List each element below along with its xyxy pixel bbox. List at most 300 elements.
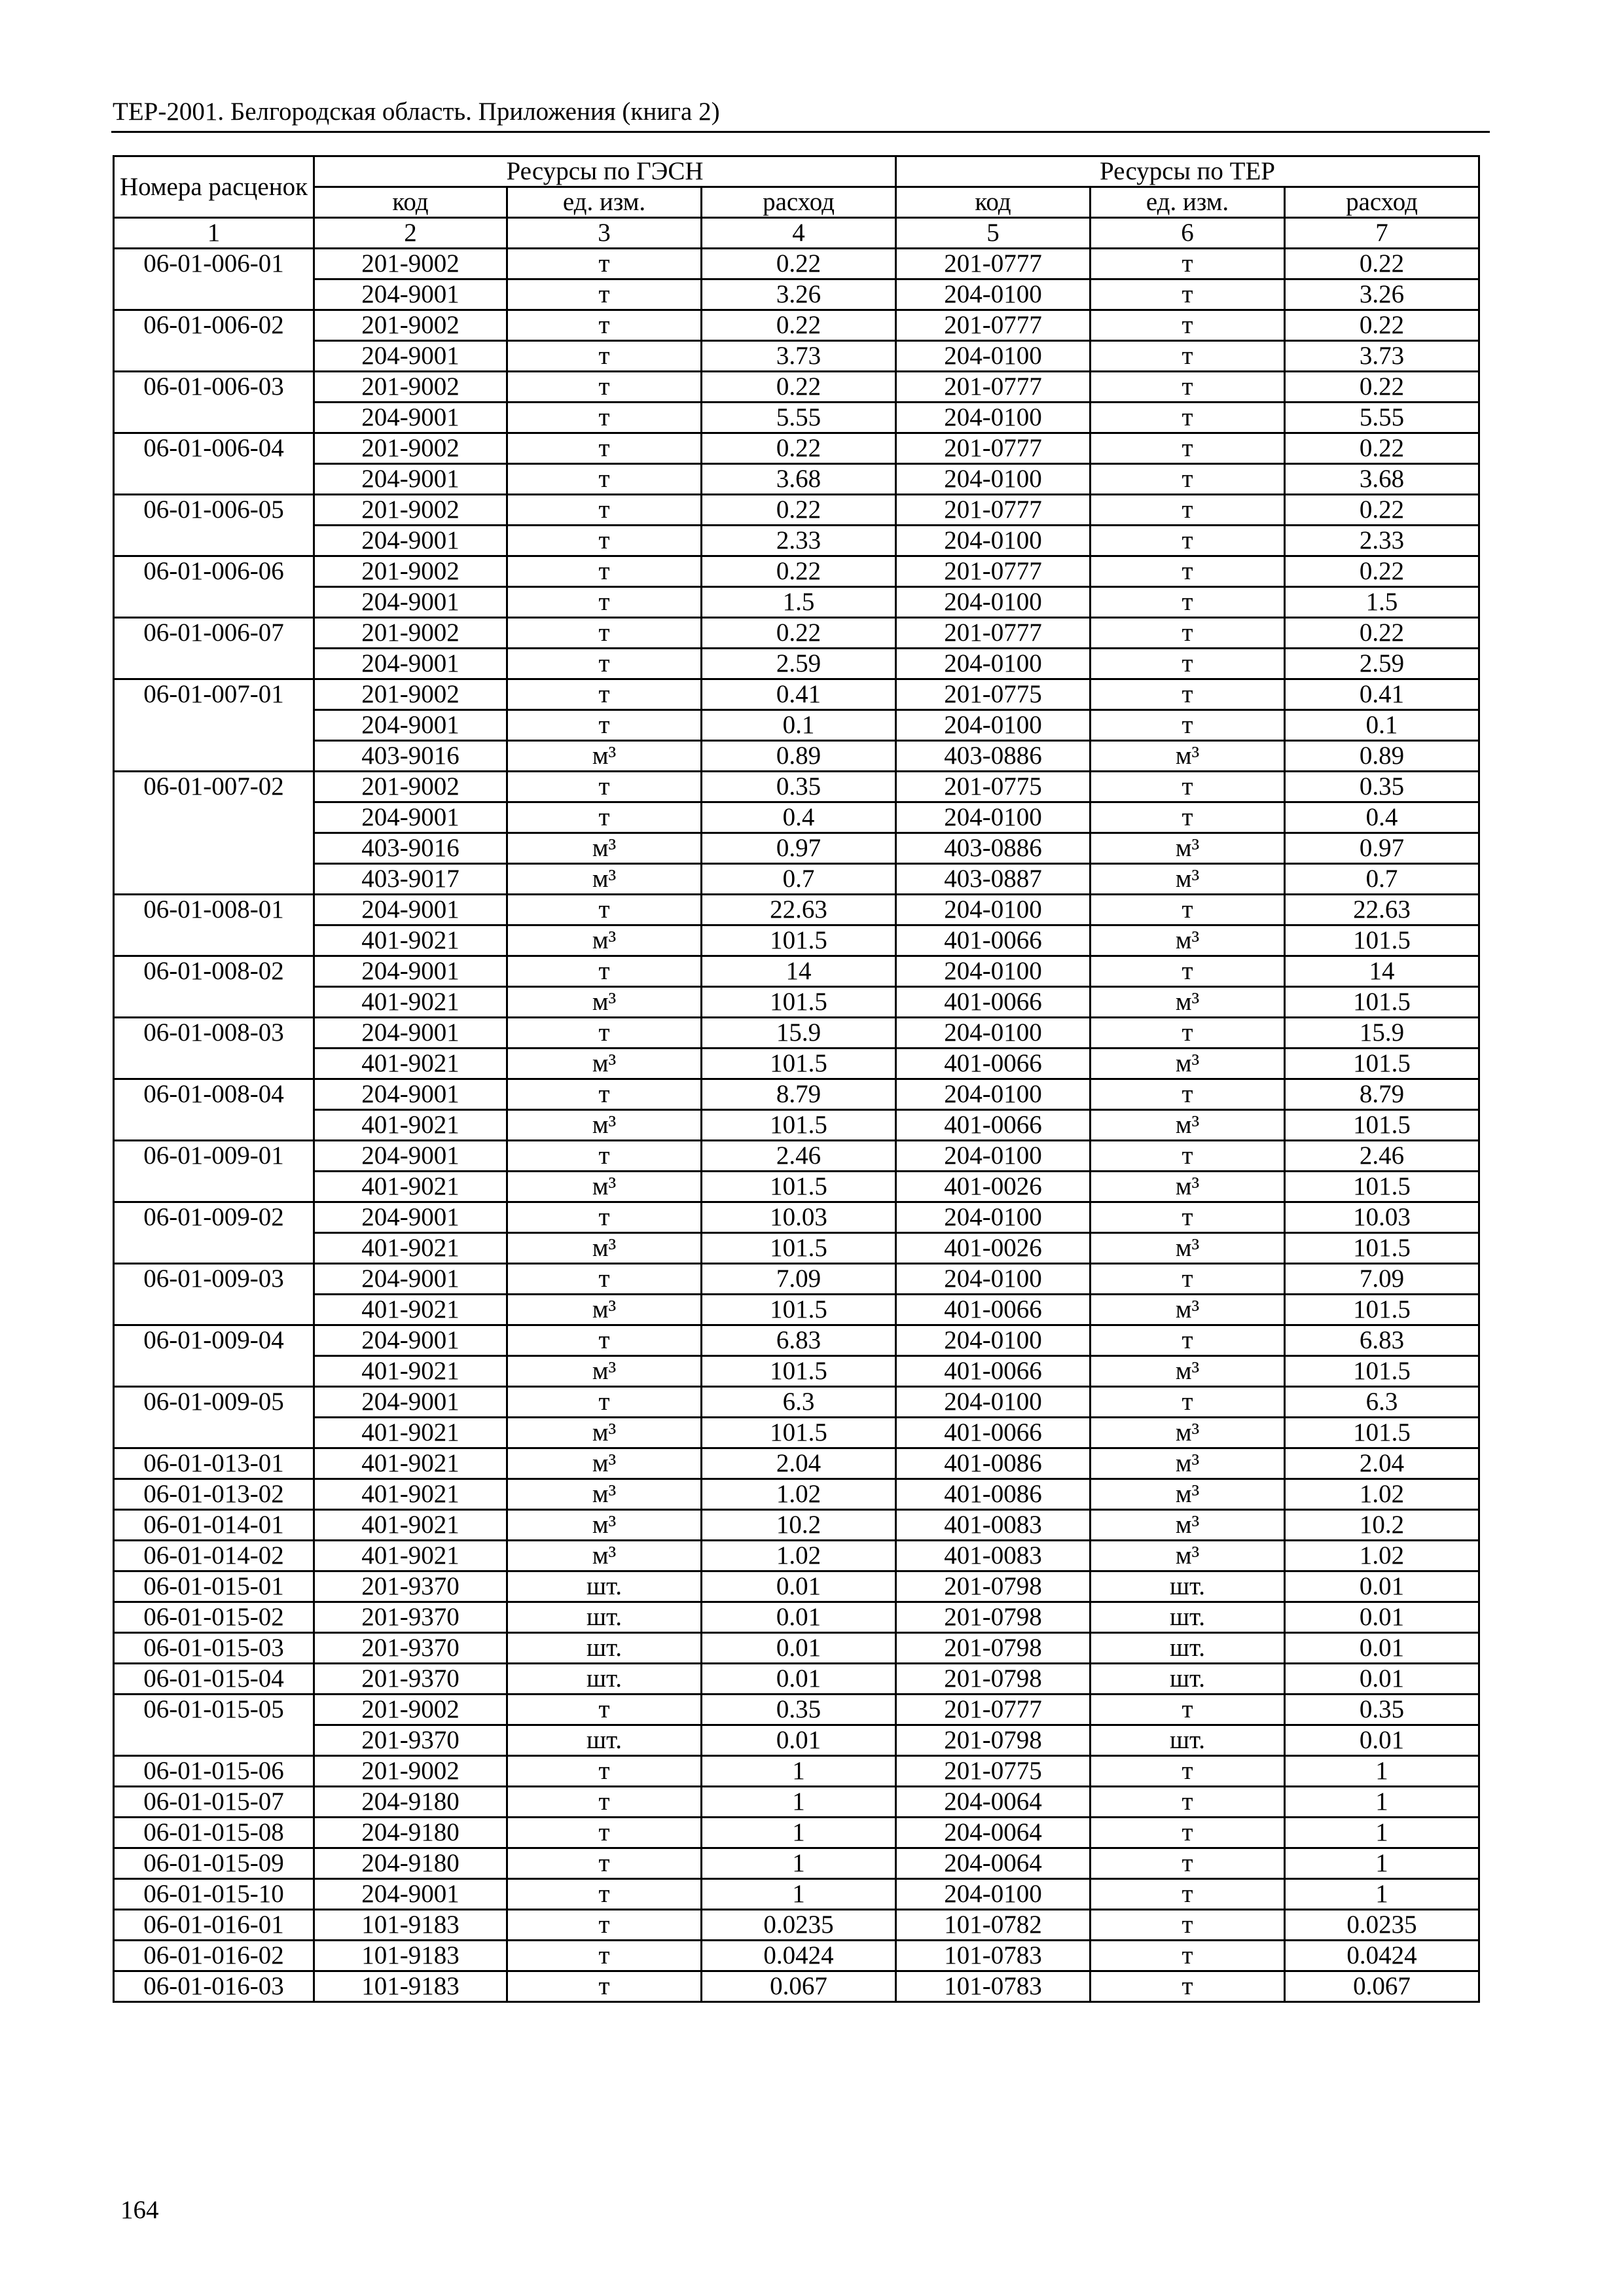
gesn-code-cell: 201-9002 xyxy=(314,772,507,802)
gesn-unit-cell: т xyxy=(507,556,702,587)
table-row xyxy=(114,1172,1479,1202)
ter-unit-cell: т xyxy=(1091,526,1285,556)
gesn-unit-cell: м³ xyxy=(507,1541,702,1571)
ter-unit-cell: м³ xyxy=(1091,1541,1285,1571)
ter-unit-cell: м³ xyxy=(1091,1510,1285,1541)
ter-consumption-cell: 1.02 xyxy=(1285,1541,1479,1571)
ter-code-cell: 201-0775 xyxy=(896,1756,1091,1787)
rate-number-cell: 06-01-006-07 xyxy=(114,618,314,679)
rate-number-cell: 06-01-007-01 xyxy=(114,679,314,772)
ter-unit-cell: т xyxy=(1091,1202,1285,1233)
gesn-consumption-cell: 0.01 xyxy=(702,1664,896,1695)
table-row xyxy=(114,802,1479,833)
table-row xyxy=(114,895,1479,925)
ter-unit-cell: шт. xyxy=(1091,1602,1285,1633)
gesn-unit-cell: т xyxy=(507,310,702,341)
gesn-code-cell: 204-9001 xyxy=(314,1879,507,1910)
col-number: 5 xyxy=(896,218,1091,249)
gesn-code-cell: 401-9021 xyxy=(314,987,507,1018)
rate-number-cell: 06-01-006-04 xyxy=(114,433,314,495)
gesn-consumption-cell: 0.22 xyxy=(702,372,896,403)
gesn-unit-cell: т xyxy=(507,802,702,833)
gesn-consumption-cell: 101.5 xyxy=(702,1295,896,1325)
ter-code-cell: 204-0100 xyxy=(896,1018,1091,1049)
table-row xyxy=(114,1510,1479,1541)
ter-unit-cell: м³ xyxy=(1091,987,1285,1018)
gesn-unit-cell: т xyxy=(507,587,702,618)
gesn-unit-cell: т xyxy=(507,1818,702,1848)
gesn-consumption-cell: 8.79 xyxy=(702,1079,896,1110)
gesn-consumption-cell: 7.09 xyxy=(702,1264,896,1295)
ter-code-cell: 204-0100 xyxy=(896,649,1091,679)
gesn-code-cell: 401-9021 xyxy=(314,1510,507,1541)
gesn-unit-cell: т xyxy=(507,495,702,526)
gesn-code-cell: 403-9017 xyxy=(314,864,507,895)
gesn-consumption-cell: 101.5 xyxy=(702,925,896,956)
ter-consumption-cell: 0.4 xyxy=(1285,802,1479,833)
gesn-code-cell: 201-9002 xyxy=(314,679,507,710)
ter-code-cell: 204-0100 xyxy=(896,464,1091,495)
table-row xyxy=(114,1725,1479,1756)
col-number: 4 xyxy=(702,218,896,249)
rate-number-cell: 06-01-016-01 xyxy=(114,1910,314,1941)
gesn-consumption-cell: 1 xyxy=(702,1787,896,1818)
ter-unit-cell: м³ xyxy=(1091,1356,1285,1387)
rate-number-cell: 06-01-009-02 xyxy=(114,1202,314,1264)
gesn-consumption-cell: 6.83 xyxy=(702,1325,896,1356)
ter-code-cell: 403-0887 xyxy=(896,864,1091,895)
gesn-code-cell: 401-9021 xyxy=(314,1448,507,1479)
ter-unit-cell: м³ xyxy=(1091,1110,1285,1141)
ter-unit-cell: м³ xyxy=(1091,741,1285,772)
gesn-unit-cell: м³ xyxy=(507,1479,702,1510)
ter-code-cell: 401-0086 xyxy=(896,1448,1091,1479)
ter-unit-cell: шт. xyxy=(1091,1633,1285,1664)
ter-code-cell: 401-0066 xyxy=(896,987,1091,1018)
ter-code-cell: 401-0026 xyxy=(896,1172,1091,1202)
gesn-code-cell: 204-9001 xyxy=(314,895,507,925)
ter-unit-cell: т xyxy=(1091,1848,1285,1879)
table-row xyxy=(114,249,1479,279)
table-row xyxy=(114,710,1479,741)
ter-code-cell: 201-0777 xyxy=(896,249,1091,279)
ter-consumption-cell: 1 xyxy=(1285,1756,1479,1787)
ter-consumption-cell: 0.01 xyxy=(1285,1602,1479,1633)
gesn-consumption-cell: 5.55 xyxy=(702,403,896,433)
ter-consumption-cell: 0.01 xyxy=(1285,1664,1479,1695)
ter-code-cell: 101-0783 xyxy=(896,1941,1091,1971)
table-row xyxy=(114,1664,1479,1695)
table-row xyxy=(114,1233,1479,1264)
rate-number-cell: 06-01-008-03 xyxy=(114,1018,314,1079)
gesn-unit-cell: т xyxy=(507,279,702,310)
ter-consumption-cell: 0.0424 xyxy=(1285,1941,1479,1971)
gesn-unit-cell: т xyxy=(507,1264,702,1295)
gesn-unit-cell: шт. xyxy=(507,1664,702,1695)
ter-unit-cell: м³ xyxy=(1091,1448,1285,1479)
gesn-consumption-cell: 101.5 xyxy=(702,1172,896,1202)
gesn-code-cell: 101-9183 xyxy=(314,1910,507,1941)
gesn-code-cell: 204-9001 xyxy=(314,1325,507,1356)
gesn-unit-cell: т xyxy=(507,433,702,464)
ter-consumption-cell: 2.33 xyxy=(1285,526,1479,556)
ter-consumption-cell: 5.55 xyxy=(1285,403,1479,433)
ter-unit-cell: шт. xyxy=(1091,1664,1285,1695)
gesn-consumption-cell: 101.5 xyxy=(702,1356,896,1387)
rate-number-cell: 06-01-016-02 xyxy=(114,1941,314,1971)
ter-code-cell: 204-0100 xyxy=(896,956,1091,987)
table-row xyxy=(114,833,1479,864)
ter-code-cell: 204-0100 xyxy=(896,279,1091,310)
rate-number-cell: 06-01-015-03 xyxy=(114,1633,314,1664)
ter-unit-cell: т xyxy=(1091,1818,1285,1848)
gesn-code-cell: 204-9001 xyxy=(314,710,507,741)
header-row-sub xyxy=(114,187,1479,218)
rate-number-cell: 06-01-006-05 xyxy=(114,495,314,556)
ter-unit-cell: м³ xyxy=(1091,1233,1285,1264)
ter-code-cell: 204-0100 xyxy=(896,1325,1091,1356)
gesn-consumption-cell: 0.01 xyxy=(702,1602,896,1633)
gesn-consumption-cell: 0.01 xyxy=(702,1725,896,1756)
rate-number-cell: 06-01-008-02 xyxy=(114,956,314,1018)
gesn-consumption-cell: 15.9 xyxy=(702,1018,896,1049)
ter-consumption-cell: 22.63 xyxy=(1285,895,1479,925)
header-ter-consumption: расход xyxy=(1285,187,1479,218)
page-header-title: ТЕР-2001. Белгородская область. Приложения (книга 2) xyxy=(113,98,720,126)
table-row xyxy=(114,1818,1479,1848)
ter-consumption-cell: 0.35 xyxy=(1285,1695,1479,1725)
ter-consumption-cell: 14 xyxy=(1285,956,1479,987)
ter-consumption-cell: 0.01 xyxy=(1285,1633,1479,1664)
gesn-unit-cell: т xyxy=(507,710,702,741)
gesn-code-cell: 201-9002 xyxy=(314,310,507,341)
ter-unit-cell: т xyxy=(1091,279,1285,310)
ter-unit-cell: м³ xyxy=(1091,1172,1285,1202)
ter-code-cell: 201-0777 xyxy=(896,556,1091,587)
col-number: 7 xyxy=(1285,218,1479,249)
rate-number-cell: 06-01-016-03 xyxy=(114,1971,314,2002)
gesn-unit-cell: т xyxy=(507,1971,702,2002)
gesn-consumption-cell: 0.067 xyxy=(702,1971,896,2002)
gesn-consumption-cell: 1 xyxy=(702,1818,896,1848)
gesn-code-cell: 204-9001 xyxy=(314,802,507,833)
gesn-code-cell: 401-9021 xyxy=(314,1479,507,1510)
ter-consumption-cell: 101.5 xyxy=(1285,987,1479,1018)
ter-code-cell: 204-0100 xyxy=(896,895,1091,925)
ter-unit-cell: т xyxy=(1091,587,1285,618)
gesn-code-cell: 201-9370 xyxy=(314,1633,507,1664)
ter-code-cell: 401-0083 xyxy=(896,1510,1091,1541)
rate-number-cell: 06-01-015-04 xyxy=(114,1664,314,1695)
gesn-unit-cell: т xyxy=(507,679,702,710)
ter-unit-cell: т xyxy=(1091,1971,1285,2002)
gesn-code-cell: 401-9021 xyxy=(314,1295,507,1325)
gesn-unit-cell: м³ xyxy=(507,833,702,864)
table-row xyxy=(114,1079,1479,1110)
header-group-ter: Ресурсы по ТЕР xyxy=(896,156,1479,187)
gesn-unit-cell: т xyxy=(507,1695,702,1725)
ter-consumption-cell: 0.41 xyxy=(1285,679,1479,710)
rate-number-cell: 06-01-014-01 xyxy=(114,1510,314,1541)
rate-number-cell: 06-01-009-03 xyxy=(114,1264,314,1325)
gesn-consumption-cell: 0.22 xyxy=(702,556,896,587)
ter-consumption-cell: 3.73 xyxy=(1285,341,1479,372)
header-gesn-consumption: расход xyxy=(702,187,896,218)
gesn-code-cell: 201-9002 xyxy=(314,433,507,464)
ter-consumption-cell: 6.3 xyxy=(1285,1387,1479,1418)
ter-consumption-cell: 101.5 xyxy=(1285,1295,1479,1325)
ter-consumption-cell: 2.46 xyxy=(1285,1141,1479,1172)
ter-unit-cell: т xyxy=(1091,310,1285,341)
ter-unit-cell: шт. xyxy=(1091,1571,1285,1602)
gesn-code-cell: 204-9001 xyxy=(314,403,507,433)
gesn-consumption-cell: 1.5 xyxy=(702,587,896,618)
ter-code-cell: 101-0782 xyxy=(896,1910,1091,1941)
gesn-code-cell: 204-9001 xyxy=(314,1079,507,1110)
rate-number-cell: 06-01-015-07 xyxy=(114,1787,314,1818)
ter-unit-cell: т xyxy=(1091,433,1285,464)
table-row xyxy=(114,1202,1479,1233)
ter-code-cell: 401-0083 xyxy=(896,1541,1091,1571)
rate-number-cell: 06-01-015-10 xyxy=(114,1879,314,1910)
gesn-unit-cell: т xyxy=(507,1018,702,1049)
ter-code-cell: 403-0886 xyxy=(896,741,1091,772)
gesn-code-cell: 403-9016 xyxy=(314,833,507,864)
gesn-unit-cell: м³ xyxy=(507,1110,702,1141)
gesn-consumption-cell: 0.35 xyxy=(702,1695,896,1725)
table-row xyxy=(114,1910,1479,1941)
ter-unit-cell: т xyxy=(1091,464,1285,495)
table-row xyxy=(114,1295,1479,1325)
table-row xyxy=(114,679,1479,710)
gesn-code-cell: 201-9002 xyxy=(314,495,507,526)
ter-unit-cell: т xyxy=(1091,1264,1285,1295)
gesn-consumption-cell: 6.3 xyxy=(702,1387,896,1418)
gesn-code-cell: 403-9016 xyxy=(314,741,507,772)
ter-consumption-cell: 0.1 xyxy=(1285,710,1479,741)
gesn-unit-cell: м³ xyxy=(507,1295,702,1325)
ter-code-cell: 101-0783 xyxy=(896,1971,1091,2002)
rate-number-cell: 06-01-007-02 xyxy=(114,772,314,895)
gesn-unit-cell: т xyxy=(507,1879,702,1910)
gesn-consumption-cell: 101.5 xyxy=(702,1418,896,1448)
gesn-unit-cell: шт. xyxy=(507,1571,702,1602)
ter-consumption-cell: 8.79 xyxy=(1285,1079,1479,1110)
ter-unit-cell: т xyxy=(1091,1325,1285,1356)
ter-unit-cell: т xyxy=(1091,649,1285,679)
table-row xyxy=(114,1879,1479,1910)
table-row xyxy=(114,1448,1479,1479)
ter-unit-cell: т xyxy=(1091,1756,1285,1787)
gesn-code-cell: 401-9021 xyxy=(314,925,507,956)
ter-unit-cell: т xyxy=(1091,1387,1285,1418)
table-row xyxy=(114,1633,1479,1664)
gesn-consumption-cell: 2.59 xyxy=(702,649,896,679)
gesn-consumption-cell: 0.89 xyxy=(702,741,896,772)
gesn-consumption-cell: 0.97 xyxy=(702,833,896,864)
ter-unit-cell: т xyxy=(1091,1079,1285,1110)
table-row xyxy=(114,1264,1479,1295)
gesn-code-cell: 101-9183 xyxy=(314,1971,507,2002)
ter-unit-cell: т xyxy=(1091,1879,1285,1910)
gesn-consumption-cell: 2.33 xyxy=(702,526,896,556)
gesn-consumption-cell: 3.26 xyxy=(702,279,896,310)
ter-unit-cell: т xyxy=(1091,618,1285,649)
ter-code-cell: 201-0798 xyxy=(896,1602,1091,1633)
ter-code-cell: 204-0100 xyxy=(896,710,1091,741)
table-row xyxy=(114,1941,1479,1971)
ter-consumption-cell: 6.83 xyxy=(1285,1325,1479,1356)
ter-code-cell: 401-0066 xyxy=(896,1418,1091,1448)
gesn-code-cell: 204-9001 xyxy=(314,341,507,372)
table-row xyxy=(114,1756,1479,1787)
ter-consumption-cell: 101.5 xyxy=(1285,1356,1479,1387)
ter-code-cell: 204-0100 xyxy=(896,1387,1091,1418)
gesn-code-cell: 401-9021 xyxy=(314,1172,507,1202)
table-row xyxy=(114,495,1479,526)
gesn-unit-cell: м³ xyxy=(507,1448,702,1479)
gesn-unit-cell: т xyxy=(507,772,702,802)
rate-number-cell: 06-01-006-06 xyxy=(114,556,314,618)
gesn-unit-cell: шт. xyxy=(507,1602,702,1633)
gesn-code-cell: 401-9021 xyxy=(314,1541,507,1571)
gesn-consumption-cell: 0.22 xyxy=(702,433,896,464)
ter-unit-cell: т xyxy=(1091,341,1285,372)
gesn-code-cell: 401-9021 xyxy=(314,1049,507,1079)
gesn-consumption-cell: 0.0424 xyxy=(702,1941,896,1971)
ter-unit-cell: т xyxy=(1091,802,1285,833)
ter-consumption-cell: 0.35 xyxy=(1285,772,1479,802)
gesn-unit-cell: т xyxy=(507,1848,702,1879)
ter-unit-cell: т xyxy=(1091,1141,1285,1172)
ter-code-cell: 401-0066 xyxy=(896,1049,1091,1079)
ter-unit-cell: т xyxy=(1091,403,1285,433)
ter-code-cell: 204-0100 xyxy=(896,1202,1091,1233)
gesn-consumption-cell: 0.1 xyxy=(702,710,896,741)
table-row xyxy=(114,464,1479,495)
gesn-code-cell: 204-9001 xyxy=(314,587,507,618)
gesn-consumption-cell: 101.5 xyxy=(702,1110,896,1141)
header-gesn-code: код xyxy=(314,187,507,218)
ter-consumption-cell: 10.2 xyxy=(1285,1510,1479,1541)
rate-number-cell: 06-01-015-08 xyxy=(114,1818,314,1848)
ter-consumption-cell: 1 xyxy=(1285,1818,1479,1848)
ter-code-cell: 201-0777 xyxy=(896,433,1091,464)
ter-code-cell: 204-0100 xyxy=(896,341,1091,372)
ter-code-cell: 204-0100 xyxy=(896,1141,1091,1172)
gesn-code-cell: 204-9001 xyxy=(314,649,507,679)
table-row xyxy=(114,772,1479,802)
gesn-consumption-cell: 22.63 xyxy=(702,895,896,925)
gesn-consumption-cell: 1.02 xyxy=(702,1479,896,1510)
gesn-unit-cell: м³ xyxy=(507,925,702,956)
table-row xyxy=(114,1602,1479,1633)
ter-consumption-cell: 15.9 xyxy=(1285,1018,1479,1049)
table-row xyxy=(114,864,1479,895)
table-row xyxy=(114,1695,1479,1725)
table-row xyxy=(114,925,1479,956)
table-row xyxy=(114,587,1479,618)
gesn-code-cell: 201-9002 xyxy=(314,1695,507,1725)
ter-code-cell: 204-0100 xyxy=(896,1879,1091,1910)
ter-consumption-cell: 0.067 xyxy=(1285,1971,1479,2002)
gesn-unit-cell: т xyxy=(507,403,702,433)
ter-consumption-cell: 2.04 xyxy=(1285,1448,1479,1479)
ter-code-cell: 401-0066 xyxy=(896,1356,1091,1387)
table-row xyxy=(114,556,1479,587)
gesn-unit-cell: т xyxy=(507,1787,702,1818)
ter-consumption-cell: 101.5 xyxy=(1285,1110,1479,1141)
table-row xyxy=(114,1325,1479,1356)
ter-code-cell: 201-0777 xyxy=(896,1695,1091,1725)
header-rate-numbers: Номера расценок xyxy=(114,156,314,218)
gesn-unit-cell: т xyxy=(507,1910,702,1941)
table-row xyxy=(114,1049,1479,1079)
gesn-code-cell: 201-9002 xyxy=(314,372,507,403)
ter-code-cell: 401-0026 xyxy=(896,1233,1091,1264)
ter-unit-cell: т xyxy=(1091,372,1285,403)
header-row-col-numbers xyxy=(114,218,1479,249)
ter-unit-cell: т xyxy=(1091,1787,1285,1818)
rate-number-cell: 06-01-015-01 xyxy=(114,1571,314,1602)
rate-number-cell: 06-01-015-06 xyxy=(114,1756,314,1787)
gesn-unit-cell: м³ xyxy=(507,987,702,1018)
ter-unit-cell: м³ xyxy=(1091,1479,1285,1510)
gesn-code-cell: 401-9021 xyxy=(314,1356,507,1387)
ter-unit-cell: т xyxy=(1091,772,1285,802)
ter-unit-cell: т xyxy=(1091,249,1285,279)
table-row xyxy=(114,741,1479,772)
gesn-code-cell: 204-9001 xyxy=(314,464,507,495)
rate-number-cell: 06-01-006-03 xyxy=(114,372,314,433)
gesn-unit-cell: м³ xyxy=(507,1049,702,1079)
table-row xyxy=(114,1971,1479,2002)
gesn-consumption-cell: 0.0235 xyxy=(702,1910,896,1941)
rate-number-cell: 06-01-015-02 xyxy=(114,1602,314,1633)
ter-code-cell: 204-0100 xyxy=(896,802,1091,833)
ter-unit-cell: м³ xyxy=(1091,1049,1285,1079)
gesn-code-cell: 201-9002 xyxy=(314,249,507,279)
gesn-consumption-cell: 1.02 xyxy=(702,1541,896,1571)
ter-unit-cell: т xyxy=(1091,1941,1285,1971)
gesn-unit-cell: т xyxy=(507,1756,702,1787)
gesn-code-cell: 204-9180 xyxy=(314,1787,507,1818)
gesn-consumption-cell: 0.22 xyxy=(702,495,896,526)
table-row xyxy=(114,526,1479,556)
page-number: 164 xyxy=(120,2196,159,2224)
rate-number-cell: 06-01-009-05 xyxy=(114,1387,314,1448)
ter-unit-cell: т xyxy=(1091,495,1285,526)
gesn-code-cell: 201-9370 xyxy=(314,1664,507,1695)
table-row xyxy=(114,433,1479,464)
rate-number-cell: 06-01-008-01 xyxy=(114,895,314,956)
table-row xyxy=(114,956,1479,987)
gesn-code-cell: 204-9001 xyxy=(314,1018,507,1049)
gesn-unit-cell: т xyxy=(507,1325,702,1356)
gesn-code-cell: 201-9002 xyxy=(314,556,507,587)
gesn-code-cell: 204-9180 xyxy=(314,1848,507,1879)
gesn-consumption-cell: 3.73 xyxy=(702,341,896,372)
ter-consumption-cell: 2.59 xyxy=(1285,649,1479,679)
gesn-unit-cell: т xyxy=(507,1079,702,1110)
col-number: 2 xyxy=(314,218,507,249)
gesn-code-cell: 401-9021 xyxy=(314,1110,507,1141)
ter-unit-cell: шт. xyxy=(1091,1725,1285,1756)
gesn-consumption-cell: 10.03 xyxy=(702,1202,896,1233)
header-row-groups xyxy=(114,156,1479,187)
ter-code-cell: 201-0777 xyxy=(896,495,1091,526)
ter-code-cell: 204-0064 xyxy=(896,1787,1091,1818)
